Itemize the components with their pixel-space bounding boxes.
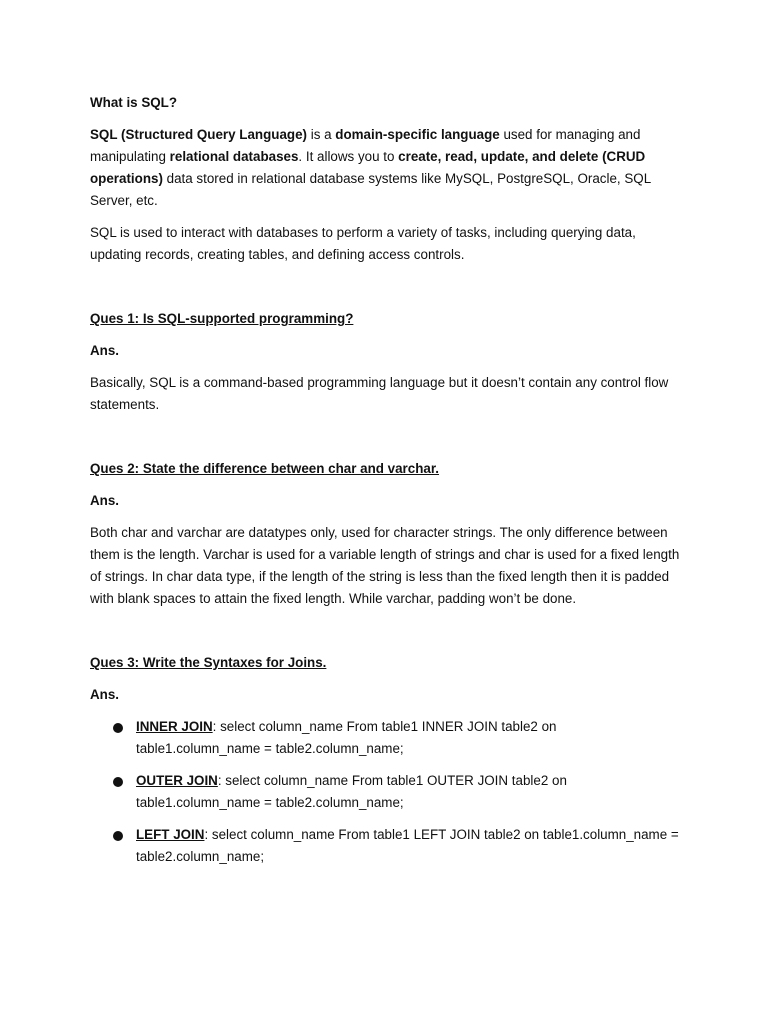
answer-label-3: Ans. <box>90 687 120 702</box>
text-run: is a <box>307 127 336 142</box>
join-term: OUTER JOIN <box>136 773 218 788</box>
term-crud: create, read, update, and delete (CRUD operations) <box>90 149 646 186</box>
bullet-icon <box>113 777 123 787</box>
list-item-outer-join <box>90 770 680 814</box>
join-term: LEFT JOIN <box>136 827 205 842</box>
question-3: Ques 3: Write the Syntaxes for Joins. <box>90 655 327 670</box>
intro-paragraph-2: SQL is used to interact with databases to perform a variety of tasks, including querying data, updating records, creating tables, and defining access controls. <box>90 225 636 262</box>
text-run: . It allows you to <box>298 149 399 164</box>
section-heading-what-is-sql: What is SQL? <box>90 95 178 110</box>
term-sql: SQL (Structured Query Language) <box>90 127 308 142</box>
bullet-icon <box>113 723 123 733</box>
question-2: Ques 2: State the difference between char and varchar. <box>90 461 440 476</box>
join-term: INNER JOIN <box>136 719 213 734</box>
joins-list <box>90 716 680 868</box>
join-syntax: : select column_name From table1 OUTER JOIN table2 on table1.column_name = table2.column_name; <box>136 773 567 810</box>
list-item-left-join <box>90 824 680 868</box>
text-run: data stored in relational database systems like MySQL, PostgreSQL, Oracle, SQL Server, etc. <box>90 171 651 208</box>
answer-label-1: Ans. <box>90 343 120 358</box>
term-domain-specific: domain-specific language <box>335 127 500 142</box>
term-relational-databases: relational databases <box>169 149 299 164</box>
list-item-inner-join <box>90 716 680 760</box>
intro-paragraph-1 <box>90 124 680 212</box>
answer-2: Both char and varchar are datatypes only, used for character strings. The only difference between them is the length. Varchar is used for a variable length of strings and char is used for a fixed length of strings. In char data type, if the length of the string is less than the fixed length then it is padded with blank spaces to attain the fixed length. While varchar, padding won’t be done. <box>90 525 680 606</box>
text-run: used for managing and manipulating <box>90 127 641 164</box>
answer-1: Basically, SQL is a command-based programming language but it doesn’t contain any control flow statements. <box>90 375 669 412</box>
join-syntax: : select column_name From table1 LEFT JOIN table2 on table1.column_name = table2.column_name; <box>136 827 679 864</box>
join-syntax: : select column_name From table1 INNER JOIN table2 on table1.column_name = table2.column_name; <box>136 719 557 756</box>
question-1: Ques 1: Is SQL-supported programming? <box>90 311 354 326</box>
answer-label-2: Ans. <box>90 493 120 508</box>
bullet-icon <box>113 831 123 841</box>
